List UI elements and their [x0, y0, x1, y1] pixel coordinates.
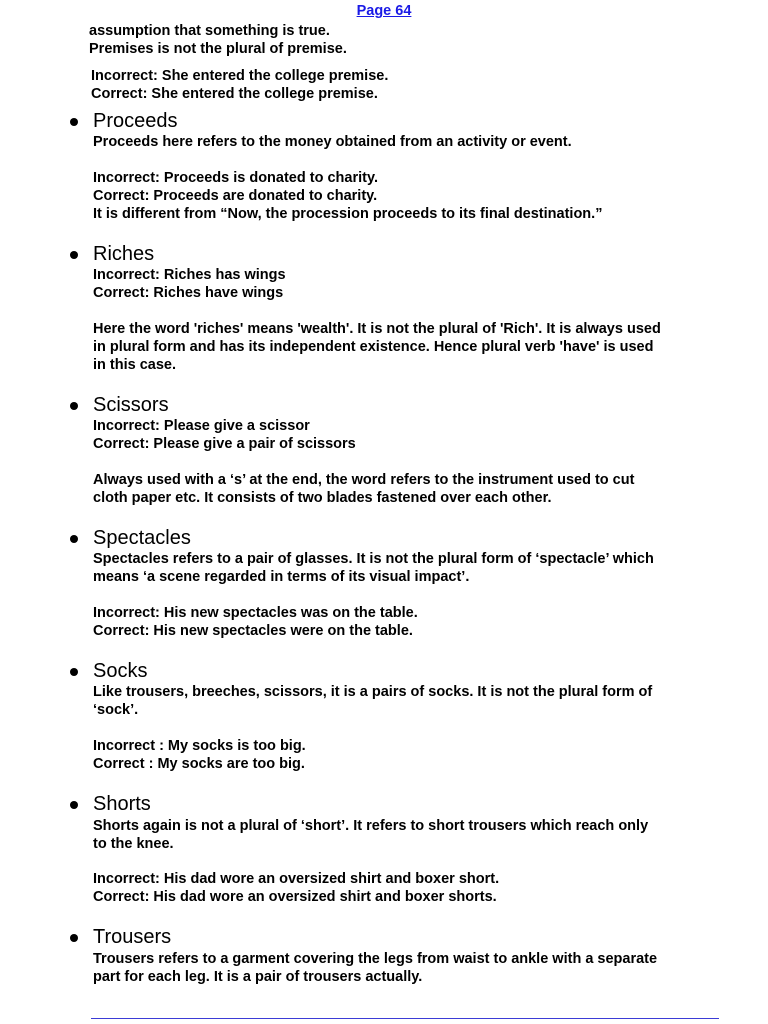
section-text: ‘sock’.	[93, 702, 139, 718]
example-correct: Correct: Proceeds are donated to charity.	[93, 188, 378, 204]
example-incorrect: Incorrect: His new spectacles was on the table.	[93, 605, 418, 621]
section-heading-scissors: Scissors	[93, 394, 169, 416]
example-incorrect: Incorrect: His dad wore an oversized shirt and boxer short.	[93, 871, 500, 887]
section-text: in plural form and has its independent existence. Hence plural verb 'have' is used	[93, 339, 654, 355]
section-text: part for each leg. It is a pair of trousers actually.	[93, 969, 423, 985]
example-incorrect: Incorrect: Proceeds is donated to charity.	[93, 170, 378, 186]
example-incorrect: Incorrect: She entered the college premise.	[91, 68, 389, 84]
section-text: Always used with a ‘s’ at the end, the word refers to the instrument used to cut	[93, 472, 635, 488]
example-correct: Correct : My socks are too big.	[93, 756, 305, 772]
section-heading-shorts: Shorts	[93, 793, 151, 815]
section-text: means ‘a scene regarded in terms of its visual impact’.	[93, 569, 470, 585]
example-correct: Correct: Please give a pair of scissors	[93, 436, 356, 452]
bullet-icon	[70, 668, 78, 676]
section-heading-riches: Riches	[93, 243, 155, 265]
section-text: cloth paper etc. It consists of two blades fastened over each other.	[93, 490, 552, 506]
section-heading-proceeds: Proceeds	[93, 110, 178, 132]
example-correct: Correct: Riches have wings	[93, 285, 284, 301]
bullet-icon	[70, 801, 78, 809]
section-heading-trousers: Trousers	[93, 926, 172, 948]
bullet-icon	[70, 535, 78, 543]
section-text: in this case.	[93, 357, 177, 373]
example-correct: Correct: She entered the college premise.	[91, 86, 378, 102]
example-incorrect: Incorrect: Riches has wings	[93, 267, 286, 283]
example-incorrect: Incorrect: Please give a scissor	[93, 418, 310, 434]
section-text: Trousers refers to a garment covering the legs from waist to ankle with a separate	[93, 951, 658, 967]
example-correct: Correct: His new spectacles were on the table.	[93, 623, 413, 639]
bullet-icon	[70, 402, 78, 410]
section-text: Here the word 'riches' means 'wealth'. It is not the plural of 'Rich'. It is always used	[93, 321, 661, 337]
bullet-icon	[70, 118, 78, 126]
intro-line: assumption that something is true.	[89, 23, 330, 39]
example-incorrect: Incorrect : My socks is too big.	[93, 738, 306, 754]
example-correct: Correct: His dad wore an oversized shirt and boxer shorts.	[93, 889, 497, 905]
page-number-link[interactable]: Page 64	[356, 3, 412, 19]
section-text: to the knee.	[93, 836, 174, 852]
section-text: It is different from “Now, the procession proceeds to its final destination.”	[93, 206, 603, 222]
bullet-icon	[70, 934, 78, 942]
section-heading-socks: Socks	[93, 660, 148, 682]
section-text: Proceeds here refers to the money obtained from an activity or event.	[93, 134, 572, 150]
intro-line: Premises is not the plural of premise.	[89, 41, 347, 57]
section-text: Like trousers, breeches, scissors, it is a pairs of socks. It is not the plural form of	[93, 684, 653, 700]
section-heading-spectacles: Spectacles	[93, 527, 191, 549]
bullet-icon	[70, 251, 78, 259]
section-text: Spectacles refers to a pair of glasses. It is not the plural form of ‘spectacle’ which	[93, 551, 654, 567]
page-divider	[91, 1018, 719, 1019]
section-text: Shorts again is not a plural of ‘short’. It refers to short trousers which reach only	[93, 818, 649, 834]
